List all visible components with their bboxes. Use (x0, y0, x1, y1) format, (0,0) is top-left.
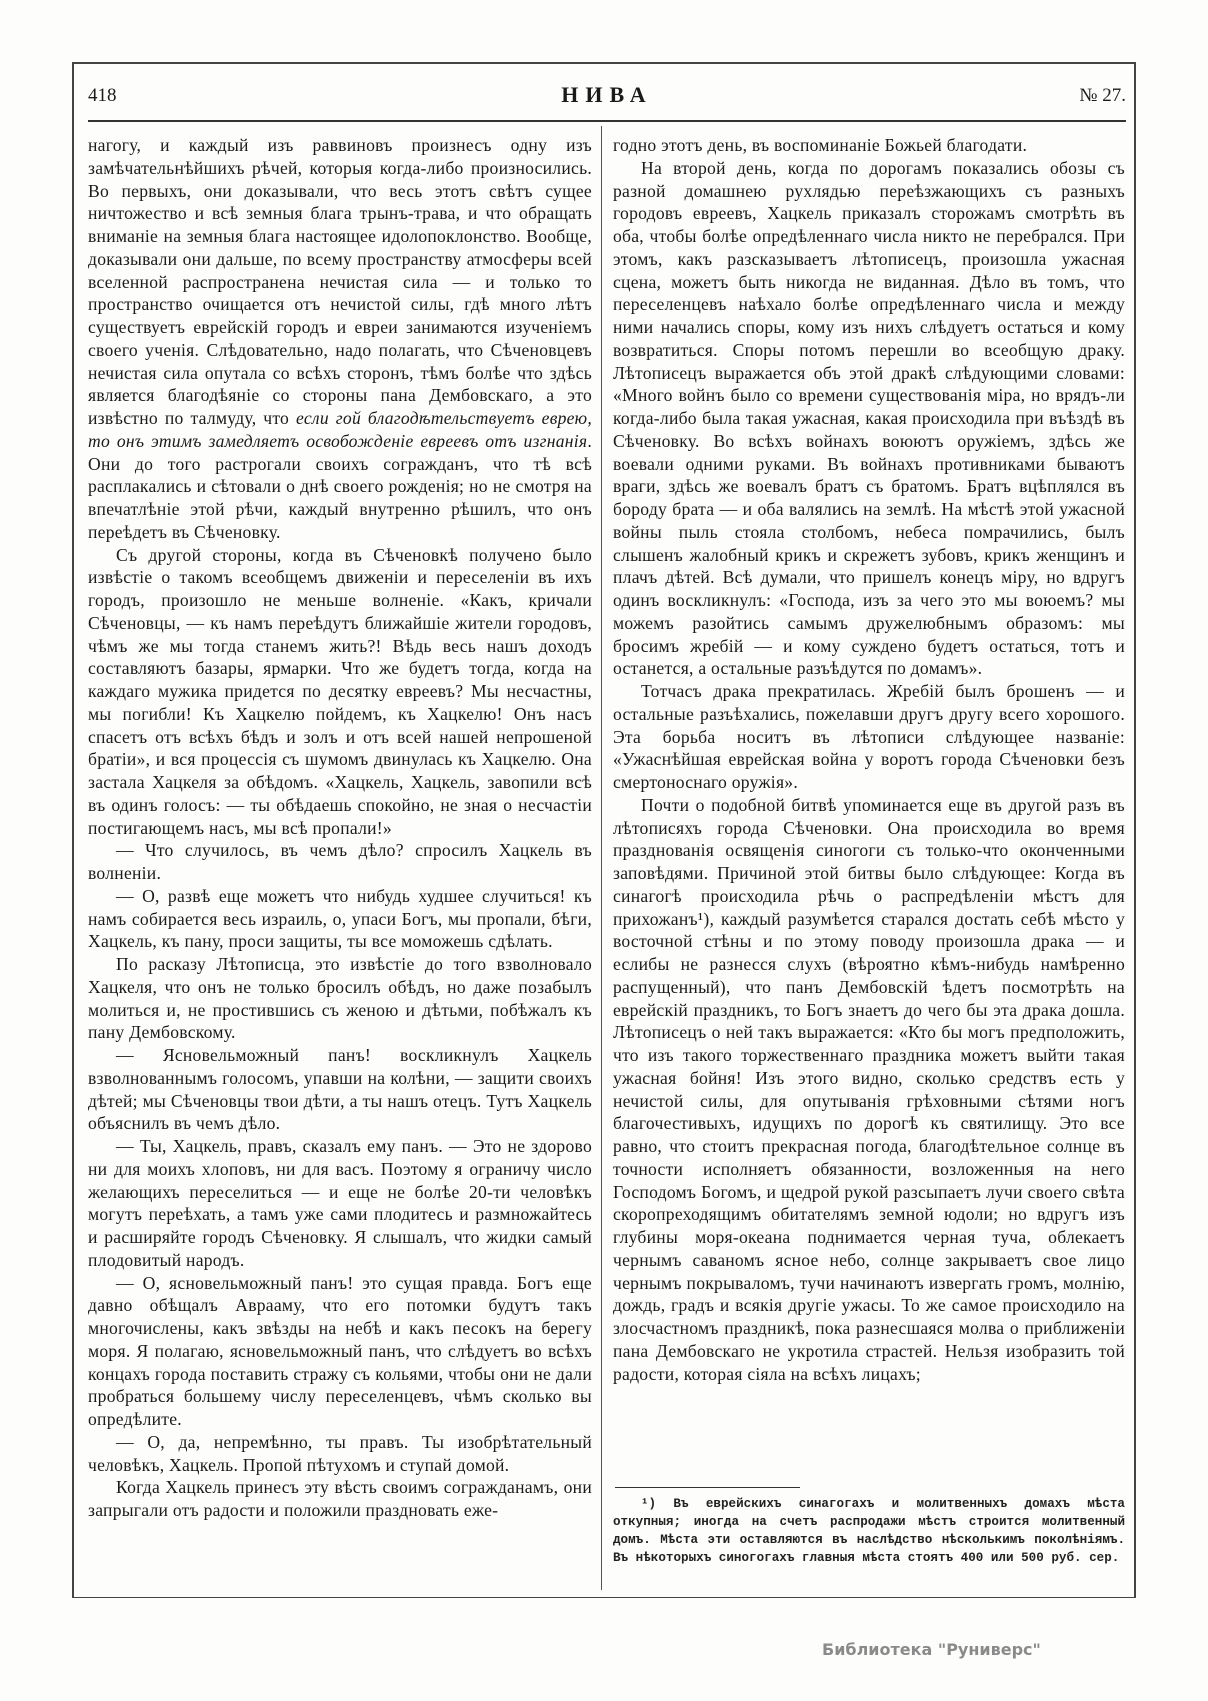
page-number: 418 (88, 85, 117, 106)
paragraph: Съ другой стороны, когда въ Сѣченовкѣ получено было извѣстіе о такомъ всеобщемъ движеніи и переселеніи въ ихъ городъ, произошло не меньше волненіе. «Какъ, кричали Сѣченовцы, — къ намъ переѣдутъ ближайшіе жители городовъ, чѣмъ же мы тогда станемъ жить?! Вѣдь весь нашъ доходъ составляютъ базары, ярмарки. Что же будетъ тогда, когда на каждаго мужика придется по десятку евреевъ? Мы несчастны, мы погибли! Къ Хацкелю пойдемъ, къ Хацкелю! Онъ насъ спасетъ отъ всѣхъ бѣдъ и золъ и отъ всей нашей непрошеной братіи», и вся процессія съ шумомъ двинулась къ Хацкелю. Она застала Хацкеля за обѣдомъ. «Хацкель, Хацкель, завопили всѣ въ одинъ голосъ: — ты обѣдаешь спокойно, не зная о несчастіи постигающемъ насъ, мы всѣ пропали!» (88, 544, 592, 838)
column-divider (601, 126, 602, 1590)
paragraph: Тотчасъ драка прекратилась. Жребій былъ брошенъ — и остальные разъѣхались, пожелавши другъ другу всего хорошого. Эта борьба носитъ въ лѣтописи слѣдующее названіе: «Ужаснѣйшая еврейская война у воротъ города Сѣченовки безъ смертоноснаго оружія». (613, 681, 1125, 792)
journal-title: НИВА (561, 82, 653, 107)
paragraph: — Ясновельможный панъ! воскликнулъ Хацкель взволнованнымъ голосомъ, упавши на колѣни, — защити своихъ дѣтей; мы Сѣченовцы твои дѣти, а ты нашъ отецъ. Тутъ Хацкель объяснилъ въ чемъ дѣло. (88, 1045, 592, 1134)
right-column (613, 134, 1125, 1385)
issue-number: № 27. (1079, 85, 1126, 106)
paragraph: годно этотъ день, въ воспоминаніе Божьей благодати. (613, 135, 1028, 155)
running-header (88, 82, 1126, 112)
paragraph (88, 134, 592, 544)
left-column (88, 134, 592, 1522)
paragraph: — Что случилось, въ чемъ дѣло? спросилъ Хацкель въ волненіи. (88, 840, 592, 883)
footnote-rule (615, 1487, 800, 1488)
paragraph: — О, да, непремѣнно, ты правъ. Ты изобрѣтательный человѣкъ, Хацкель. Пропой пѣтухомъ и ступай домой. (88, 1431, 592, 1475)
paragraph: Почти о подобной битвѣ упоминается еще въ другой разъ въ лѣтописяхъ города Сѣченовки. Она происходила во время празднованія освященія синогоги съ только-что оконченными заповѣдями. Причиной этой битвы было слѣдующее: Когда въ синагогѣ происходила рѣчь о распредѣленіи мѣстъ для прихожанъ¹), каждый разумѣется старался достать себѣ мѣсто у восточной стѣны и по этому поводу произошла драка — и еслибы не разнесся слухъ (вѣроятно кѣмъ-нибудь намѣренно распущенный), что панъ Дембовскій ѣдетъ посмотрѣть на еврейскій праздникъ, то Богъ знаетъ до чего бы эта драка дошла. Лѣтописецъ о ней такъ выражается: «Кто бы могъ предположить, что изъ такого торжественнаго праздника можетъ выйти такая ужасная бойня! Изъ этого видно, сколько средствъ есть у нечистой силы, для опутыванія грѣховными сѣтями ногъ благочестивыхъ, идущихъ по дорогѣ къ святилищу. Это все равно, что стоитъ прекрасная погода, благодѣтельное солнце въ точности исполняетъ обязанности, возложенныя на него Господомъ Богомъ, и щедрой рукой разсыпаетъ лучи своего свѣта скоропреходящимъ обитателямъ земной юдоли; но вдругъ изъ глубины моря-океана поднимается черная туча, облекаетъ чернымъ саваномъ ясное небо, солнце закрываетъ свое лицо чернымъ покрываломъ, тучи начинаютъ извергать громъ, молнію, дождь, градъ и всякія другіе ужасы. То же самое происходило на злосчастномъ праздникѣ, пока разнесшаяся молва о приближеніи пана Дембовскаго не укротила страстей. Нельзя изобразить той радости, которая сіяла на всѣхъ лицахъ; (613, 794, 1125, 1384)
text-run: нагогу, и каждый изъ раввиновъ произнесъ одну изъ замѣчательнѣйшихъ рѣчей, которыя когда-либо произносились. Во первыхъ, они доказывали, что весь этотъ свѣтъ сущее ничтожество и всѣ земныя блага трынъ-трава, и что обращать вниманіе на земныя блага настоящее идолопоклонство. Вообще, доказывали они дальше, по всему пространству атмосферы всей вселенной распространена нечистая сила — и только то пространство очищается отъ нечистой силы, гдѣ много лѣтъ существуетъ еврейскій городъ и евреи занимаются изученіемъ своего ученія. Слѣдовательно, надо полагать, что Сѣченовцевъ нечистая сила опутала со всѣхъ сторонъ, тѣмъ болѣе что здѣсь является благодѣяніе со стороны пана Дембовскаго, а это извѣстно по талмуду, что (88, 135, 592, 428)
paragraph: Когда Хацкель принесъ эту вѣсть своимъ согражданамъ, они запрыгали отъ радости и положили праздновать еже- (88, 1477, 592, 1520)
text-run: . Они до того растрогали своихъ согражданъ, что тѣ всѣ расплакались и сѣтовали о днѣ своего рожденія; но не смотря на впечатлѣніе этой рѣчи, каждый внутренно рѣшилъ, что онъ переѣдетъ въ Сѣченовку. (88, 430, 592, 542)
paragraph: На второй день, когда по дорогамъ показались обозы съ разной домашнею рухлядью переѣзжающихъ съ разныхъ городовъ евреевъ, Хацкель приказалъ сторожамъ смотрѣть въ оба, чтобы болѣе опредѣленнаго числа никто не перебрался. При этомъ, какъ разсказываетъ лѣтописецъ, произошла ужасная сцена, можетъ быть никогда не виданная. Дѣло въ томъ, что переселенцевъ наѣхало болѣе опредѣленнаго числа и между ними начались споры, кому изъ нихъ слѣдуетъ остаться и кому возвратиться. Споры потомъ перешли во всеобщую драку. Лѣтописецъ выражается объ этой дракѣ слѣдующими словами: «Много войнъ было со времени существованія міра, но врядъ-ли когда-либо была такая ужасная, какая происходила при въѣздѣ въ Сѣченовку. Во всѣхъ войнахъ воюютъ оружіемъ, здѣсь же воевали одними руками. Въ войнахъ противниками бываютъ враги, здѣсь же воевалъ братъ съ братомъ. Братъ вцѣплялся въ бороду брата — и оба валялись на землѣ. На мѣстѣ этой ужасной войны пыль стояла столбомъ, небеса помрачились, былъ слышенъ жалобный крикъ и скрежетъ зубовъ, крикъ женщинъ и плачъ дѣтей. Всѣ думали, что пришелъ конецъ міру, но вдругъ одинъ воскликнулъ: «Господа, изъ за чего это мы воюемъ? мы можемъ разойтись самымъ дружелюбнымъ образомъ: мы бросимъ жребій — и кому суждено будетъ остаться, тотъ и останется, а остальные разъѣдутся по домамъ». (613, 157, 1125, 679)
footnote: ¹) Въ еврейскихъ синагогахъ и молитвенныхъ домахъ мѣста откупныя; иногда на счетъ распродажи мѣстъ строится молитвенный домъ. Мѣста эти оставляются въ наслѣдство нѣсколькимъ поколѣніямъ. Въ нѣкоторыхъ синогогахъ главныя мѣста стоятъ 400 или 500 руб. сер. (613, 1497, 1125, 1565)
header-rule (88, 120, 1126, 122)
italic-quote: если гой благодѣтельствуетъ еврею, то онъ этимъ замедляетъ освобожденіе евреевъ отъ изгнанія (88, 408, 592, 451)
paragraph: По расказу Лѣтописца, это извѣстіе до того взволновало Хацкеля, что онъ не только бросилъ обѣдъ, но даже позабылъ молиться и, не простившись съ женою и дѣтьми, побѣжалъ къ пану Дембовскому. (88, 954, 592, 1043)
paragraph: — О, развѣ еще можетъ что нибудь худшее случиться! къ намъ собирается весь израиль, о, упаси Богъ, мы пропали, бѣги, Хацкель, къ пану, проси защиты, ты все моможешь сдѣлать. (88, 885, 592, 952)
paragraph: — Ты, Хацкель, правъ, сказалъ ему панъ. — Это не здорово ни для моихъ хлоповъ, ни для васъ. Поэтому я ограничу число желающихъ переселиться — и еще не болѣе 20-ти человѣкъ могутъ переѣхать, а тамъ уже сами плодитесь и размножайтесь и расширяйте городъ Сѣченовку. Я слышалъ, что жидки самый плодовитый народъ. (88, 1136, 592, 1270)
library-watermark: Библиотека "Руниверс" (822, 1640, 1041, 1659)
paragraph: — О, ясновельможный панъ! это сущая правда. Богъ еще давно обѣщалъ Аврааму, что его потомки будутъ такъ многочислены, какъ звѣзды на небѣ и какъ песокъ на берегу моря. Я полагаю, ясновельможный панъ, что слѣдуетъ во всѣхъ концахъ города поставить стражу съ кольями, чтобы они не дали пробраться большему числу переселенцевъ, чѣмъ сколько вы опредѣлите. (88, 1272, 592, 1429)
